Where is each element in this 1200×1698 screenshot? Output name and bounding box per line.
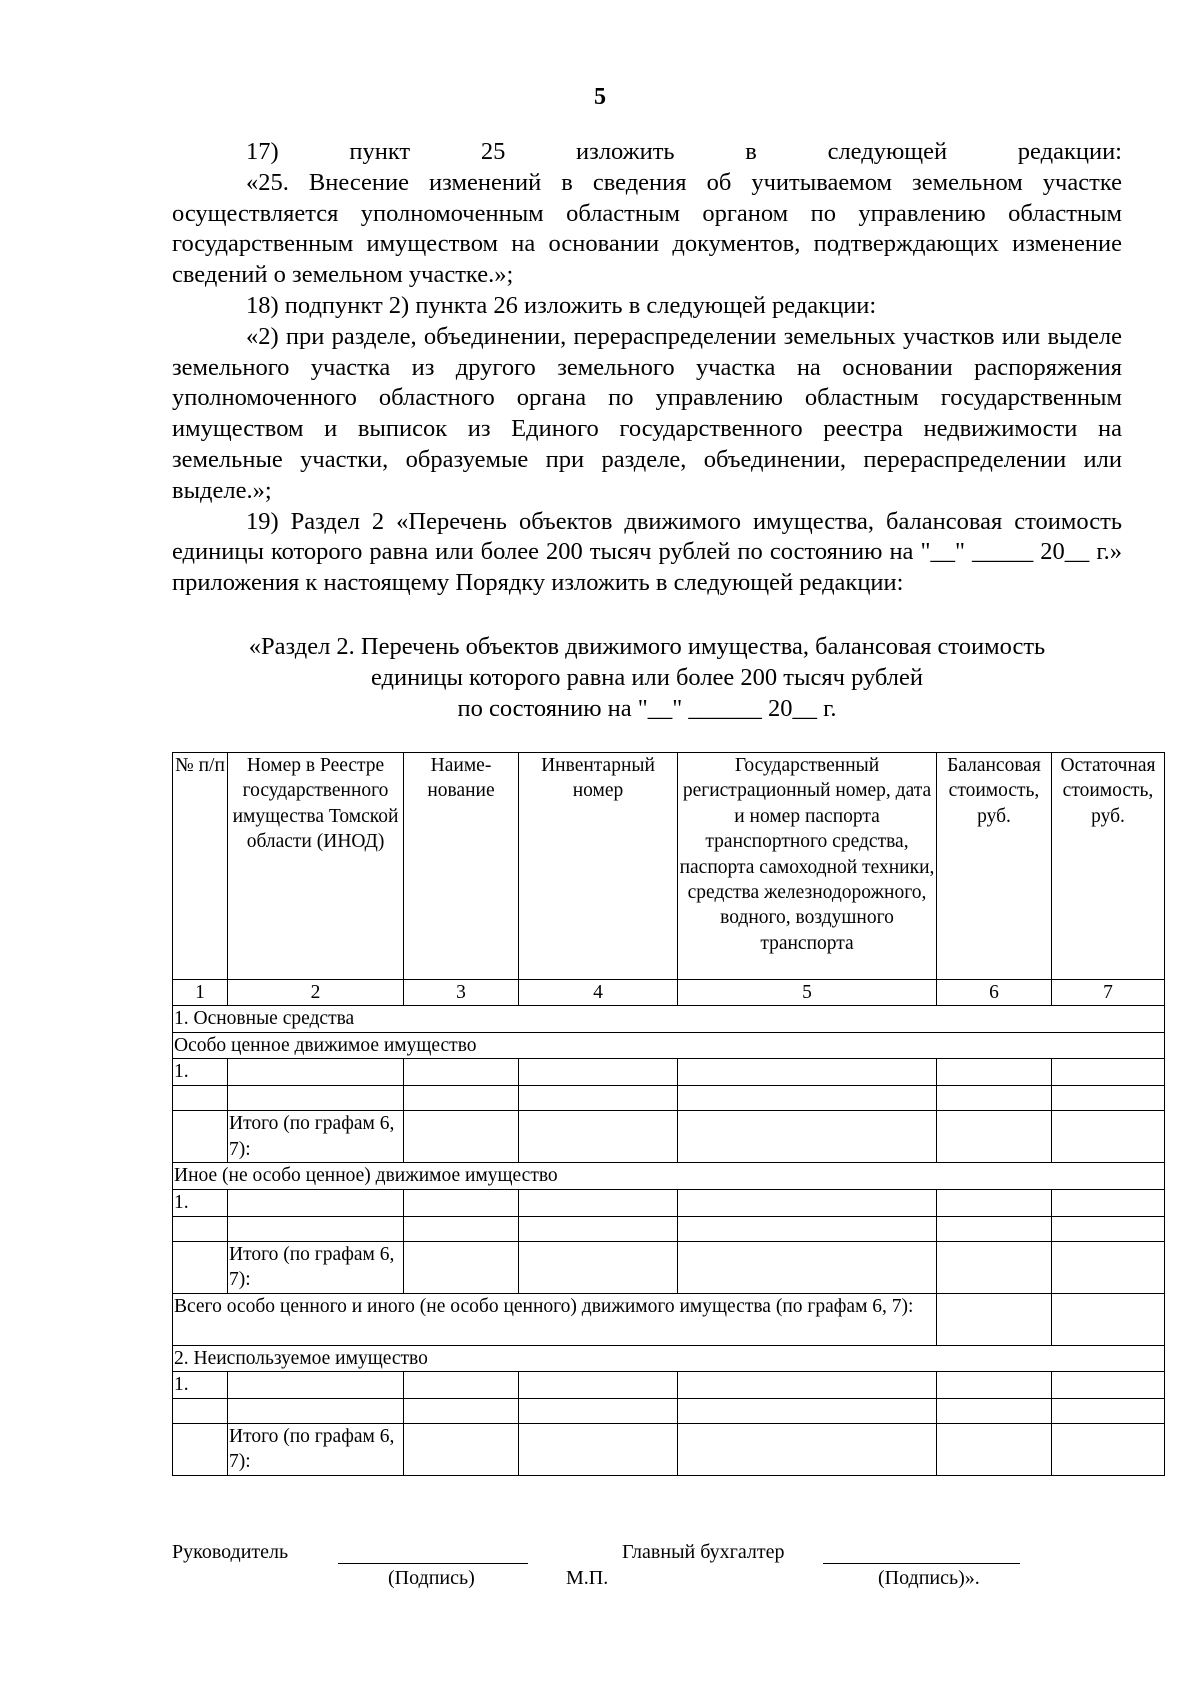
table-cell [1052,1424,1165,1476]
column-number: 5 [678,980,937,1006]
paragraph-subitem-2: «2) при разделе, объединении, перераспределении земельных участков или выделе земельного участка из другого земельного участка на основании распоряжения уполномоченного областного органа по управлению областным государственным имуществом и выписок из Единого государственного реестра недвижимости на земельные участки, образуемые при разделе, объединении, перераспределении или выделе.»; [172,322,1122,504]
table-cell [228,1216,404,1241]
table-cell [1052,1372,1165,1399]
table-cell [937,1241,1052,1293]
table-cell [404,1189,519,1216]
table-row [173,1059,1165,1086]
amendment-text [172,137,1122,599]
table-cell [1052,1189,1165,1216]
table-cell [228,1059,404,1086]
table-row [173,1216,1165,1241]
table-cell [1052,1293,1165,1345]
seal-label: М.П. [566,1567,609,1589]
table-cell [678,1189,937,1216]
table-cell [678,1216,937,1241]
chief-accountant-label: Главный бухгалтер [622,1541,785,1563]
row-number: 1. [173,1059,228,1086]
table-cell [1052,1241,1165,1293]
table-row [173,1189,1165,1216]
table-cell [519,1372,678,1399]
header-cell: Остаточная стоимость, руб. [1052,753,1165,980]
table-cell [519,1189,678,1216]
subtotal-label: Итого (по графам 6, 7): [228,1241,404,1293]
column-number: 7 [1052,980,1165,1006]
head-signature-line [338,1563,528,1564]
movable-property-table [172,752,1165,1476]
table-cell [678,1086,937,1111]
row-number: 1. [173,1189,228,1216]
column-number: 3 [404,980,519,1006]
header-cell: Государственный регистрационный номер, дата и номер паспорта транспортного средства, паспорта самоходной техники, средства железнодорожного, водного, воздушного транспорта [678,753,937,980]
table-cell [519,1241,678,1293]
table-cell [404,1424,519,1476]
head-label: Руководитель [172,1541,289,1563]
subtotal-row [173,1241,1165,1293]
table-cell [519,1086,678,1111]
page-number: 5 [594,84,606,110]
table-cell [937,1293,1052,1345]
section-row [173,1345,1165,1371]
table-cell [173,1086,228,1111]
table-cell [519,1424,678,1476]
table-cell [678,1372,937,1399]
table-cell [678,1111,937,1163]
section-title-line-2: единицы которого равна или более 200 тысяч рублей [370,664,923,691]
header-cell: Наиме-нование [404,753,519,980]
table-cell [173,1216,228,1241]
column-number: 2 [228,980,404,1006]
paragraph-25: «25. Внесение изменений в сведения об учитываемом земельном участке осуществляется уполномоченным областным органом по управлению областным государственным имуществом на основании документов, подтверждающих изменение сведений о земельном участке.»; [172,168,1122,289]
table-cell [1052,1399,1165,1424]
subsection-heading: Иное (не особо ценное) движимое имущество [173,1163,1165,1189]
table-cell [404,1399,519,1424]
header-cell: Номер в Реестре государственного имущества Томской области (ИНОД) [228,753,404,980]
section-title-line-1: «Раздел 2. Перечень объектов движимого имущества, балансовая стоимость [248,633,1046,660]
header-cell: Балансовая стоимость, руб. [937,753,1052,980]
table-cell [937,1399,1052,1424]
subtotal-label: Итого (по графам 6, 7): [228,1111,404,1163]
table-cell [937,1086,1052,1111]
paragraph-18: 18) подпункт 2) пункта 26 изложить в следующей редакции: [246,291,877,319]
table-cell [937,1216,1052,1241]
column-number: 6 [937,980,1052,1006]
subsection-row [173,1032,1165,1058]
paragraph-19: 19) Раздел 2 «Перечень объектов движимого имущества, балансовая стоимость единицы которого равна или более 200 тысяч рублей по состоянию на "__" _____ 20__ г.» приложения к настоящему Порядку изложить в следующей редакции: [172,507,1122,597]
table-cell [404,1241,519,1293]
table-cell [937,1189,1052,1216]
table-cell [173,1111,228,1163]
table-cell [404,1059,519,1086]
table-cell [404,1086,519,1111]
subtotal-row [173,1111,1165,1163]
subsection-row [173,1163,1165,1189]
table-cell [519,1111,678,1163]
table-cell [228,1086,404,1111]
table-cell [173,1399,228,1424]
section-row [173,1006,1165,1032]
table-cell [228,1189,404,1216]
table-row [173,1399,1165,1424]
table-cell [404,1216,519,1241]
table-cell [228,1372,404,1399]
table-row [173,1086,1165,1111]
column-number: 1 [173,980,228,1006]
table-cell [173,1241,228,1293]
table-cell [519,1399,678,1424]
table-cell [937,1111,1052,1163]
section-title-line-3: по состоянию на "__" ______ 20__ г. [457,695,837,722]
table-cell [519,1059,678,1086]
table-cell [173,1424,228,1476]
column-number: 4 [519,980,678,1006]
table-cell [678,1399,937,1424]
paragraph-17: 17) пункт 25 изложить в следующей редакции: [246,138,1122,165]
subtotal-label: Итого (по графам 6, 7): [228,1424,404,1476]
table-cell [404,1111,519,1163]
section-heading: 2. Неиспользуемое имущество [173,1345,1165,1371]
column-number-row [173,980,1165,1006]
table-cell [519,1216,678,1241]
header-cell: Инвентарный номер [519,753,678,980]
subsection-heading: Особо ценное движимое имущество [173,1032,1165,1058]
table-cell [937,1059,1052,1086]
table-cell [1052,1216,1165,1241]
row-number: 1. [173,1372,228,1399]
signature-caption-right: (Подпись)». [878,1567,980,1589]
table-cell [404,1372,519,1399]
subtotal-row [173,1424,1165,1476]
table-cell [678,1424,937,1476]
accountant-signature-line [823,1563,1020,1564]
table-cell [1052,1111,1165,1163]
section-title [172,631,1122,724]
header-cell: № п/п [173,753,228,980]
grand-total-row [173,1293,1165,1345]
table-row [173,1372,1165,1399]
table-cell [678,1059,937,1086]
table-cell [228,1399,404,1424]
section-heading: 1. Основные средства [173,1006,1165,1032]
table-cell [937,1372,1052,1399]
table-cell [1052,1086,1165,1111]
table-cell [937,1424,1052,1476]
table-header-row [173,753,1165,980]
table-cell [678,1241,937,1293]
signature-caption-left: (Подпись) [388,1567,475,1589]
table-cell [1052,1059,1165,1086]
grand-total-label: Всего особо ценного и иного (не особо ценного) движимого имущества (по графам 6, 7): [173,1293,937,1345]
